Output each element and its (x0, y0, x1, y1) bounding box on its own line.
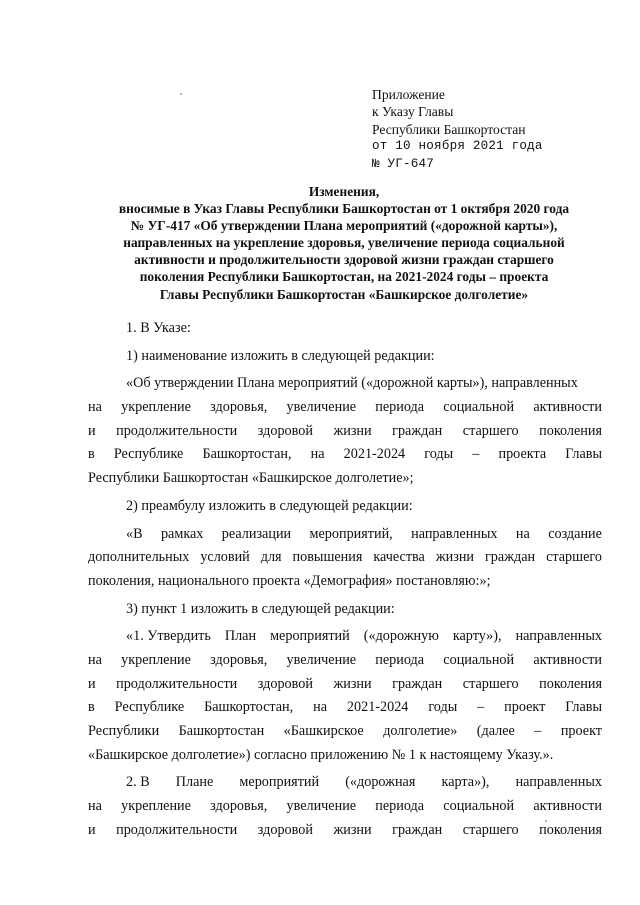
word: и (88, 422, 96, 439)
word: для (260, 549, 282, 566)
word: поколения (539, 675, 602, 692)
word: граждан (392, 675, 443, 692)
word: мероприятий (239, 774, 320, 791)
word: укрепление (121, 651, 191, 668)
word: активности (533, 399, 602, 416)
word: дополнительных (88, 549, 190, 566)
word: укрепление (121, 399, 191, 416)
appendix-date: от 10 ноября 2021 года (372, 139, 543, 154)
word: 2021-2024 (343, 446, 406, 463)
word: старшего (462, 675, 519, 692)
word: – (472, 446, 480, 463)
word: продолжительности (116, 422, 238, 439)
word: 2. В (126, 774, 150, 791)
appendix-number: № УГ-647 (372, 156, 435, 171)
appendix-line: Республики Башкортостан (372, 121, 526, 137)
word: жизни (333, 675, 372, 692)
word: План (224, 628, 257, 645)
word: Башкортостан, (204, 699, 294, 716)
paragraph-last-line: «Башкирское долголетие») согласно приложению № 1 к настоящему Указу.». (88, 746, 554, 763)
word: увеличение (286, 399, 357, 416)
word: здоровой (257, 821, 313, 838)
justified-line (88, 673, 602, 697)
word: поколения (539, 422, 602, 439)
document-title (84, 183, 604, 303)
line-text: «Об утверждении Плана мероприятий («дорожной карты»), направленных (126, 375, 578, 392)
word: и (88, 821, 96, 838)
word: периода (375, 651, 425, 668)
word: («дорожная (345, 774, 416, 791)
document-body (88, 317, 602, 842)
title-line: № УГ-417 «Об утверждении Плана мероприятий («дорожной карты»), (130, 218, 558, 234)
word: – (534, 723, 542, 739)
word: укрепление (121, 798, 191, 815)
word: 2021-2024 (346, 699, 409, 716)
word: на (515, 525, 530, 542)
word: Башкортостан, (202, 446, 292, 463)
word: карта»), (441, 774, 490, 791)
justified-line (88, 625, 602, 649)
paragraph: 1. В Указе: (126, 320, 191, 336)
word: здоровья, (210, 399, 268, 416)
word: карту»), (452, 628, 502, 645)
word: увеличение (286, 798, 357, 815)
word: повышения (292, 549, 363, 566)
justified-line (88, 443, 602, 467)
word: Республике (114, 699, 185, 716)
word: реализации (221, 525, 292, 542)
word: «Башкирское (283, 723, 364, 739)
paragraph: 3) пункт 1 изложить в следующей редакции: (126, 600, 395, 617)
word: жизни (333, 422, 372, 439)
word: на (88, 399, 102, 416)
word: «1. Утвердить (126, 628, 211, 645)
word: рамках (160, 525, 204, 542)
justified-line (88, 396, 602, 420)
title-line: вносимые в Указ Главы Республики Башкортостан от 1 октября 2020 года (118, 201, 570, 217)
word: направленных (515, 774, 602, 791)
title-line: Изменения, (308, 184, 380, 199)
word: активности (533, 651, 602, 668)
justified-line (88, 819, 602, 843)
title-line: Главы Республики Башкортостан «Башкирское долголетие» (159, 286, 529, 302)
word: на (310, 446, 325, 463)
word: направленных (515, 628, 602, 645)
word: граждан (392, 422, 443, 439)
word: поколения (539, 821, 602, 838)
word: социальной (443, 651, 515, 668)
appendix-header (372, 86, 612, 173)
paragraph-last-line: поколения, национального проекта «Демография» постановляю:»; (88, 572, 491, 589)
appendix-line: к Указу Главы (372, 104, 454, 120)
word: старшего (462, 821, 519, 838)
word: на (88, 651, 102, 668)
word: проект (504, 699, 546, 716)
title-line: активности и продолжительности здоровой жизни граждан старшего (134, 252, 554, 268)
justified-line (88, 720, 602, 744)
word: качества (373, 549, 425, 566)
word: в (88, 446, 95, 463)
word: и (88, 675, 96, 692)
word: годы (428, 699, 458, 716)
word: продолжительности (116, 675, 238, 692)
word: долголетие» (383, 723, 458, 739)
word: здоровой (257, 422, 313, 439)
paragraph-last-line: Республики Башкортостан «Башкирское долголетие»; (88, 470, 414, 487)
word: социальной (443, 798, 515, 815)
word: социальной (443, 399, 515, 416)
word: (далее (476, 723, 515, 739)
word: направленных (411, 525, 498, 542)
scan-speck (180, 93, 182, 95)
word: продолжительности (116, 821, 238, 838)
word: Плане (175, 774, 214, 791)
word: проект (560, 723, 602, 739)
word: старшего (546, 549, 602, 566)
word: активности (533, 798, 602, 815)
word: условий (200, 549, 250, 566)
word: проекта (498, 446, 547, 463)
justified-line (88, 696, 602, 720)
word: жизни (333, 821, 372, 838)
word: годы (424, 446, 454, 463)
word: на (88, 798, 102, 815)
word: Республике (113, 446, 184, 463)
justified-line (88, 372, 602, 396)
paragraph: 2) преамбулу изложить в следующей редакции: (126, 497, 413, 514)
word: граждан (392, 821, 443, 838)
justified-line (88, 546, 602, 570)
word: Башкортостан (178, 723, 265, 739)
word: создание (548, 525, 602, 542)
word: «В (126, 525, 143, 542)
title-line: поколения Республики Башкортостан, на 2021-2024 годы – проекта (139, 269, 549, 285)
paragraph: 1) наименование изложить в следующей редакции: (126, 347, 435, 364)
word: Главы (565, 446, 602, 463)
justified-line (88, 795, 602, 819)
word: мероприятий, (309, 525, 393, 542)
justified-line (88, 420, 602, 444)
word: граждан (484, 549, 536, 566)
word: на (313, 699, 327, 716)
word: в (88, 699, 95, 716)
justified-line (88, 649, 602, 673)
word: – (477, 699, 485, 716)
word: здоровой (257, 675, 313, 692)
word: периода (375, 798, 425, 815)
word: («дорожную (363, 628, 439, 645)
word: старшего (462, 422, 519, 439)
word: Главы (565, 699, 602, 716)
word: увеличение (286, 651, 357, 668)
title-line: направленных на укрепление здоровья, увеличение периода социальной (123, 235, 565, 251)
word: жизни (435, 549, 475, 566)
word: периода (375, 399, 425, 416)
justified-line (88, 523, 602, 547)
word: Республики (88, 723, 160, 739)
word: мероприятий (270, 628, 350, 645)
word: здоровья, (210, 798, 268, 815)
appendix-line: Приложение (372, 87, 445, 102)
word: здоровья, (210, 651, 268, 668)
justified-line (88, 771, 602, 795)
